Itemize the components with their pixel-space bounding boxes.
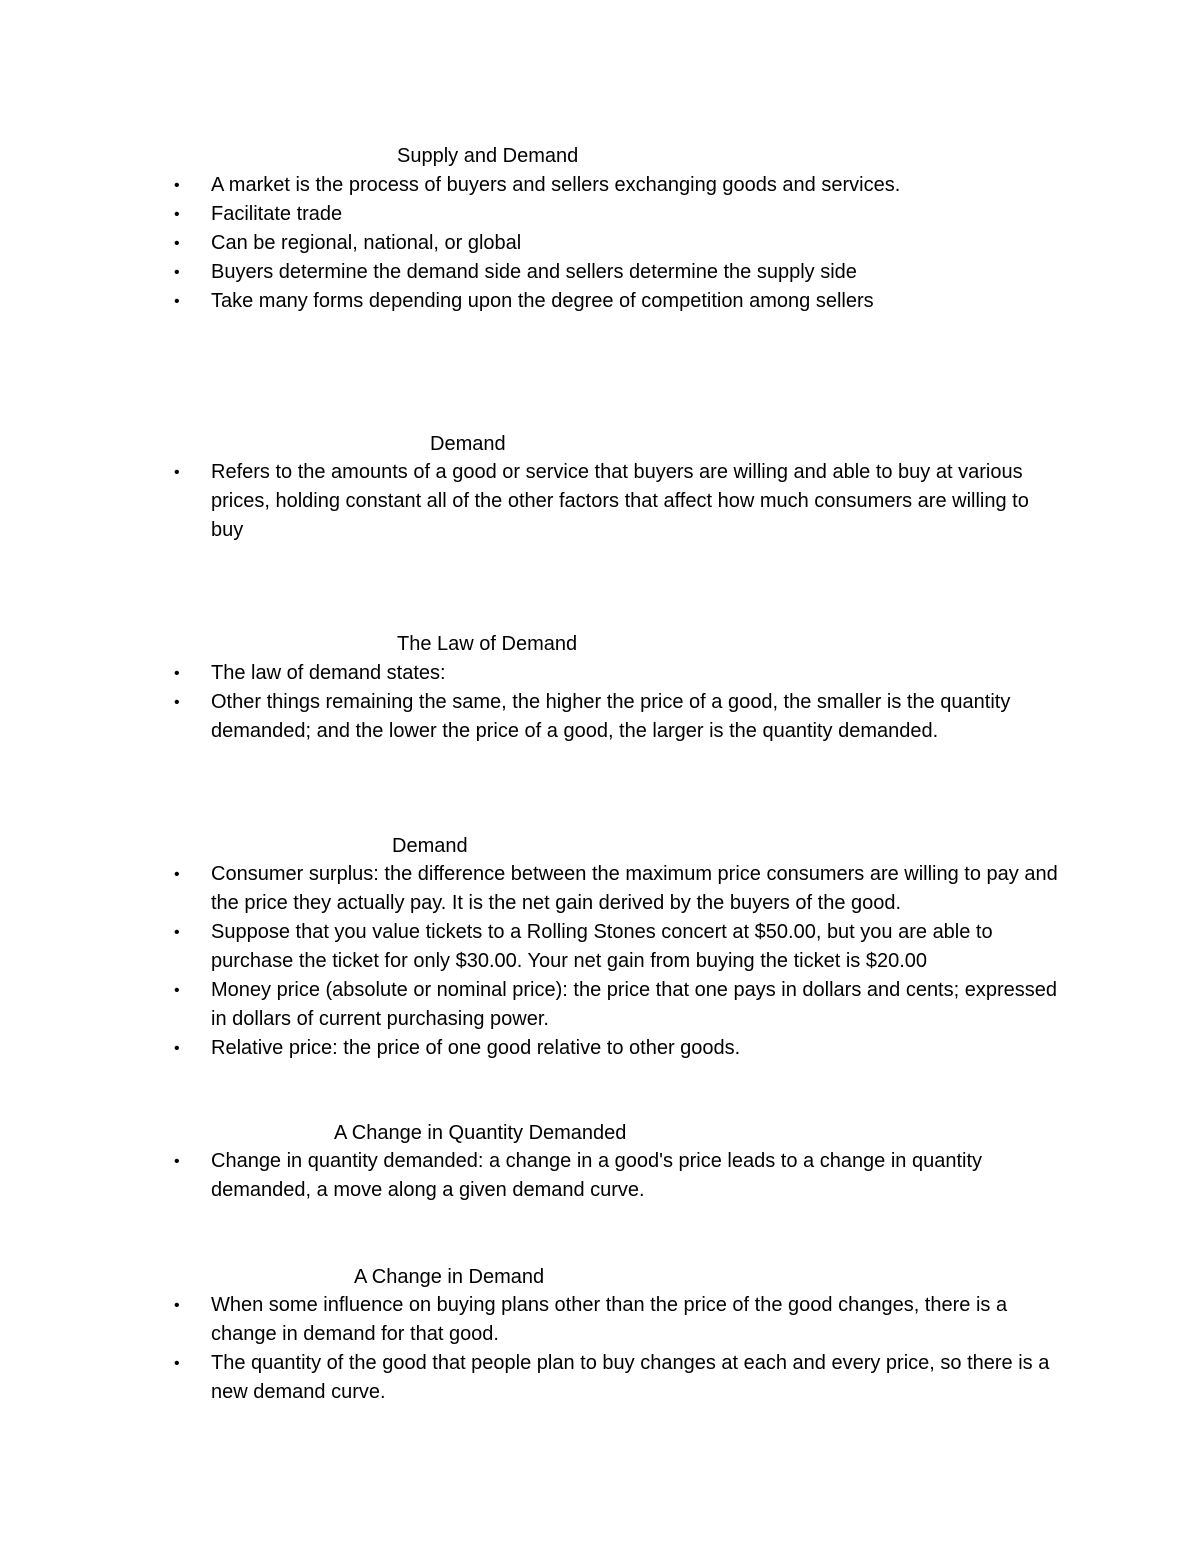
bullet-list xyxy=(0,458,1200,545)
list-item-text: A market is the process of buyers and sellers exchanging goods and services. xyxy=(211,174,901,196)
bullet-list xyxy=(0,659,1200,746)
list-item-text: Can be regional, national, or global xyxy=(211,232,522,254)
list-item-text: Take many forms depending upon the degree of competition among sellers xyxy=(211,290,874,312)
list-item xyxy=(0,1147,1061,1205)
list-item xyxy=(0,229,1061,258)
list-item xyxy=(0,258,1061,287)
list-item xyxy=(0,1034,1061,1063)
bullet-list xyxy=(0,1147,1200,1205)
list-item-text: Change in quantity demanded: a change in a good's price leads to a change in quantity demanded, a move along a given demand curve. xyxy=(211,1150,983,1201)
list-item-text: Suppose that you value tickets to a Rolling Stones concert at $50.00, but you are able to purchase the ticket for only $30.00. Your net gain from buying the ticket is $20.00 xyxy=(211,921,993,972)
bullet-icon: • xyxy=(174,866,180,883)
list-item-text: The law of demand states: xyxy=(211,662,446,684)
list-item xyxy=(0,1349,1061,1407)
bullet-icon: • xyxy=(174,177,180,194)
list-item xyxy=(0,287,1061,316)
list-item xyxy=(0,171,1061,200)
bullet-icon: • xyxy=(174,235,180,252)
list-item-text: Consumer surplus: the difference between the maximum price consumers are willing to pay and the price they actually pay. It is the net gain derived by the buyers of the good. xyxy=(211,863,1058,914)
list-item xyxy=(0,976,1061,1034)
section-heading: Demand xyxy=(430,433,506,455)
bullet-icon: • xyxy=(174,1355,180,1372)
list-item xyxy=(0,458,1061,545)
bullet-icon: • xyxy=(174,264,180,281)
list-item xyxy=(0,688,1061,746)
bullet-list xyxy=(0,1291,1200,1407)
section-heading: A Change in Quantity Demanded xyxy=(334,1122,627,1144)
list-item-text: When some influence on buying plans other than the price of the good changes, there is a change in demand for that good. xyxy=(211,1294,1008,1345)
bullet-icon: • xyxy=(174,1153,180,1170)
list-item-text: Buyers determine the demand side and sellers determine the supply side xyxy=(211,261,857,283)
list-item xyxy=(0,918,1061,976)
list-item xyxy=(0,659,1061,688)
bullet-icon: • xyxy=(174,924,180,941)
bullet-list xyxy=(0,171,1200,316)
list-item xyxy=(0,860,1061,918)
list-item-text: Money price (absolute or nominal price): the price that one pays in dollars and cents; expressed in dollars of current purchasing power. xyxy=(211,979,1058,1030)
list-item-text: Other things remaining the same, the higher the price of a good, the smaller is the quantity demanded; and the lower the price of a good, the larger is the quantity demanded. xyxy=(211,691,1011,742)
list-item-text: Relative price: the price of one good relative to other goods. xyxy=(211,1037,741,1059)
section-heading: The Law of Demand xyxy=(397,633,578,655)
bullet-list xyxy=(0,860,1200,1063)
bullet-icon: • xyxy=(174,982,180,999)
bullet-icon: • xyxy=(174,464,180,481)
bullet-icon: • xyxy=(174,1040,180,1057)
list-item-text: Refers to the amounts of a good or service that buyers are willing and able to buy at various prices, holding constant all of the other factors that affect how much consumers are willing to buy xyxy=(211,461,1029,541)
section-heading: Demand xyxy=(392,835,468,857)
section-heading: Supply and Demand xyxy=(397,145,579,167)
bullet-icon: • xyxy=(174,1297,180,1314)
bullet-icon: • xyxy=(174,694,180,711)
list-item xyxy=(0,1291,1061,1349)
bullet-icon: • xyxy=(174,206,180,223)
list-item xyxy=(0,200,1061,229)
list-item-text: Facilitate trade xyxy=(211,203,343,225)
section-heading: A Change in Demand xyxy=(354,1266,545,1288)
list-item-text: The quantity of the good that people plan to buy changes at each and every price, so there is a new demand curve. xyxy=(211,1352,1050,1403)
bullet-icon: • xyxy=(174,293,180,310)
bullet-icon: • xyxy=(174,665,180,682)
